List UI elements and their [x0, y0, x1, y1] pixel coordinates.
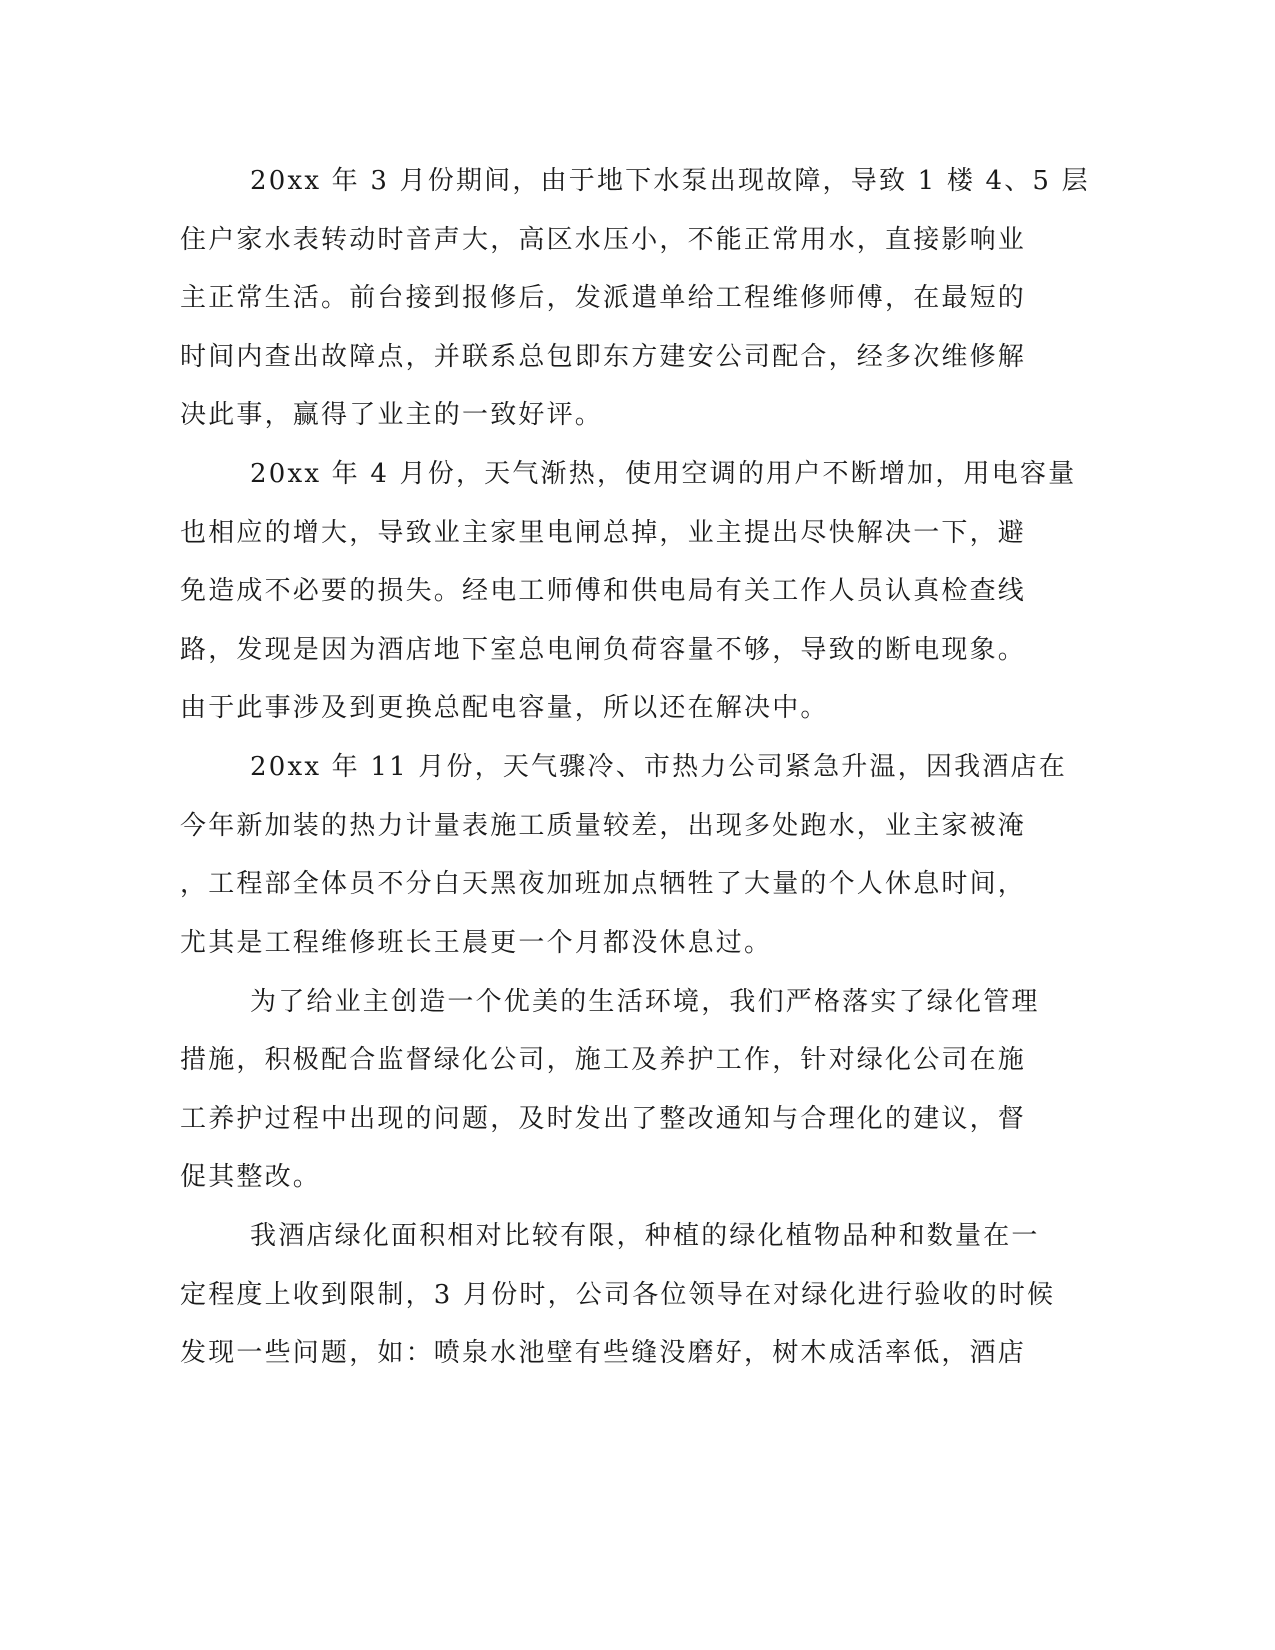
text-line: 为了给业主创造一个优美的生活环境，我们严格落实了绿化管理	[250, 987, 1040, 1017]
text-line: 措施，积极配合监督绿化公司，施工及养护工作，针对绿化公司在施	[180, 1045, 1027, 1075]
text-line: 决此事，赢得了业主的一致好评。	[180, 400, 604, 430]
text-line: 定程度上收到限制，3 月份时，公司各位领导在对绿化进行验收的时候	[180, 1280, 1056, 1310]
text-line: 我酒店绿化面积相对比较有限，种植的绿化植物品种和数量在一	[250, 1221, 1040, 1251]
text-line: 免造成不必要的损失。经电工师傅和供电局有关工作人员认真检查线	[180, 576, 1027, 606]
text-line: 主正常生活。前台接到报修后，发派遣单给工程维修师傅，在最短的	[180, 283, 1027, 313]
text-line: ，工程部全体员不分白天黑夜加班加点牺牲了大量的个人休息时间，	[180, 869, 1027, 899]
text-line: 20xx 年 3 月份期间，由于地下水泵出现故障，导致 1 楼 4、5 层	[250, 166, 1090, 196]
text-line: 今年新加装的热力计量表施工质量较差，出现多处跑水，业主家被淹	[180, 811, 1027, 841]
text-line: 20xx 年 11 月份，天气骤冷、市热力公司紧急升温，因我酒店在	[250, 752, 1067, 782]
text-line: 由于此事涉及到更换总配电容量，所以还在解决中。	[180, 693, 829, 723]
text-line: 工养护过程中出现的问题，及时发出了整改通知与合理化的建议，督	[180, 1104, 1027, 1134]
text-line: 发现一些问题，如：喷泉水池壁有些缝没磨好，树木成活率低，酒店	[180, 1338, 1027, 1368]
text-line: 促其整改。	[180, 1162, 322, 1192]
text-line: 尤其是工程维修班长王晨更一个月都没休息过。	[180, 928, 773, 958]
text-line: 住户家水表转动时音声大，高区水压小，不能正常用水，直接影响业	[180, 225, 1027, 255]
text-line: 时间内查出故障点，并联系总包即东方建安公司配合，经多次维修解	[180, 342, 1027, 372]
text-line: 路，发现是因为酒店地下室总电闸负荷容量不够，导致的断电现象。	[180, 635, 1027, 665]
text-line: 20xx 年 4 月份，天气渐热，使用空调的用户不断增加，用电容量	[250, 459, 1077, 489]
text-line: 也相应的增大，导致业主家里电闸总掉，业主提出尽快解决一下，避	[180, 518, 1027, 548]
